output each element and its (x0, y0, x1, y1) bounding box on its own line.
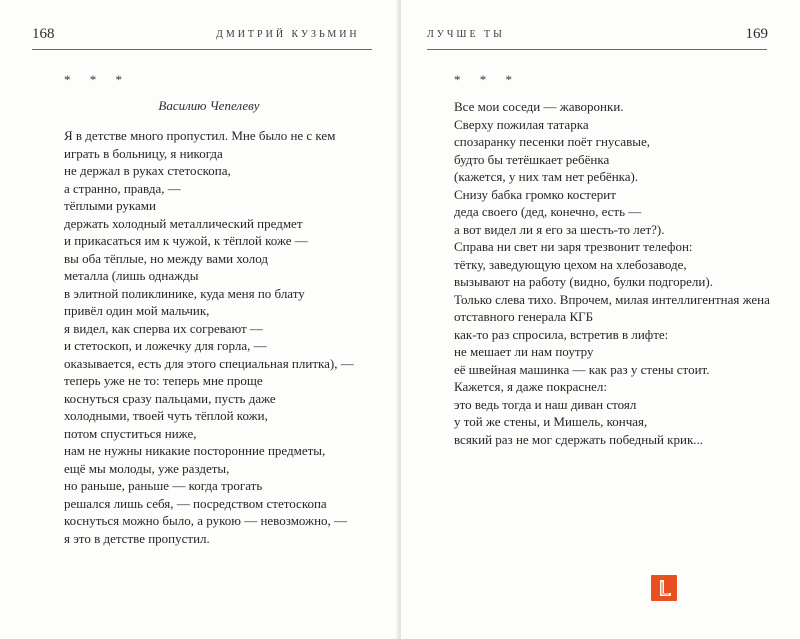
section-ornament-left: * * * (64, 72, 130, 87)
poem-line: (кажется, у них там нет ребёнка). (454, 169, 639, 184)
poem-line: Я в детстве много пропустил. Мне было не с кем (64, 128, 336, 143)
section-ornament-right: * * * (454, 72, 520, 87)
poem-line: оказывается, есть для этого специальная плитка), — (64, 355, 354, 371)
poem-line: не мешает ли нам поутру (454, 344, 594, 359)
poem-line: а странно, правда, — (64, 180, 181, 196)
poem-line: коснуться сразу пальцами, пусть даже (64, 390, 276, 406)
poem-line: но раньше, раньше — когда трогать (64, 478, 263, 493)
poem-dedication: Василию Чепелеву (158, 98, 260, 113)
poem-right (454, 98, 770, 448)
poem-line: Справа ни свет ни заря трезвонит телефон: (454, 239, 693, 254)
poem-line: Только слева тихо. Впрочем, милая интеллигентная жена (454, 291, 770, 307)
poem-line: ещё мы молоды, уже раздеты, (64, 460, 230, 476)
labirint-l-logo-icon (651, 575, 677, 601)
poem-line: холодными, твоей чуть тёплой кожи, (64, 408, 268, 423)
poem-line: держать холодный металлический предмет (64, 215, 303, 231)
page-number-left: 168 (32, 26, 55, 42)
running-head-left: ДМИТРИЙ КУЗЬМИН (216, 29, 360, 40)
poem-line: отставного генерала КГБ (454, 309, 594, 324)
poem-line: Сверху пожилая татарка (454, 116, 589, 132)
poem-line: я видел, как сперва их согревают — (64, 320, 263, 336)
poem-line: играть в больницу, я никогда (64, 145, 223, 161)
running-head-right: ЛУЧШЕ ТЫ (427, 29, 505, 40)
poem-line: вы оба тёплые, но между вами холод (64, 250, 268, 266)
poem-line: и стетоскоп, и ложечку для горла, — (64, 338, 267, 353)
poem-line: теперь уже не то: теперь мне проще (64, 373, 263, 388)
poem-line: Все мои соседи — жаворонки. (454, 99, 624, 114)
poem-line: Кажется, я даже покраснел: (454, 379, 608, 394)
logo-glyph (651, 575, 677, 601)
poem-line: это ведь тогда и наш диван стоял (454, 396, 637, 412)
left-page (0, 0, 399, 639)
poem-line: её швейная машинка — как раз у стены стоит. (454, 361, 710, 377)
header-rule-left (32, 49, 372, 50)
poem-left (64, 127, 354, 547)
poem-line: будто бы тетёшкает ребёнка (454, 151, 610, 167)
poem-line: тётку, заведующую цехом на хлебозаводе, (454, 256, 687, 272)
poem-line: я это в детстве пропустил. (64, 530, 210, 546)
poem-line: в элитной поликлинике, куда меня по блату (64, 285, 305, 301)
poem-line: потом спуститься ниже, (64, 425, 197, 441)
poem-line: Снизу бабка громко костерит (454, 186, 616, 202)
poem-line: спозаранку песенки поёт гнусавые, (454, 134, 651, 149)
poem-line: тёплыми руками (64, 198, 156, 213)
poem-line: как-то раз спросила, встретив в лифте: (454, 326, 669, 342)
poem-line: решался лишь себя, — посредством стетоскопа (64, 495, 327, 511)
header-rule-right (427, 49, 767, 50)
poem-line: и прикасаться им к чужой, к тёплой коже — (64, 233, 308, 248)
poem-line: всякий раз не мог сдержать победный крик... (454, 431, 704, 447)
poem-line: нам не нужны никакие посторонние предметы, (64, 443, 326, 458)
poem-line: металла (лишь однажды (64, 268, 199, 283)
page-number-right: 169 (745, 26, 768, 42)
poem-line: у той же стены, и Мишель, кончая, (454, 414, 648, 429)
poem-line: привёл один мой мальчик, (64, 303, 210, 318)
poem-line: вызывают на работу (видно, булки подгорели). (454, 274, 713, 289)
poem-line: а вот видел ли я его за шесть-то лет?). (454, 221, 665, 237)
right-page (401, 0, 800, 639)
poem-line: коснуться можно было, а рукою — невозможно, — (64, 513, 348, 528)
poem-line: не держал в руках стетоскопа, (64, 163, 231, 178)
poem-line: деда своего (дед, конечно, есть — (454, 204, 642, 219)
